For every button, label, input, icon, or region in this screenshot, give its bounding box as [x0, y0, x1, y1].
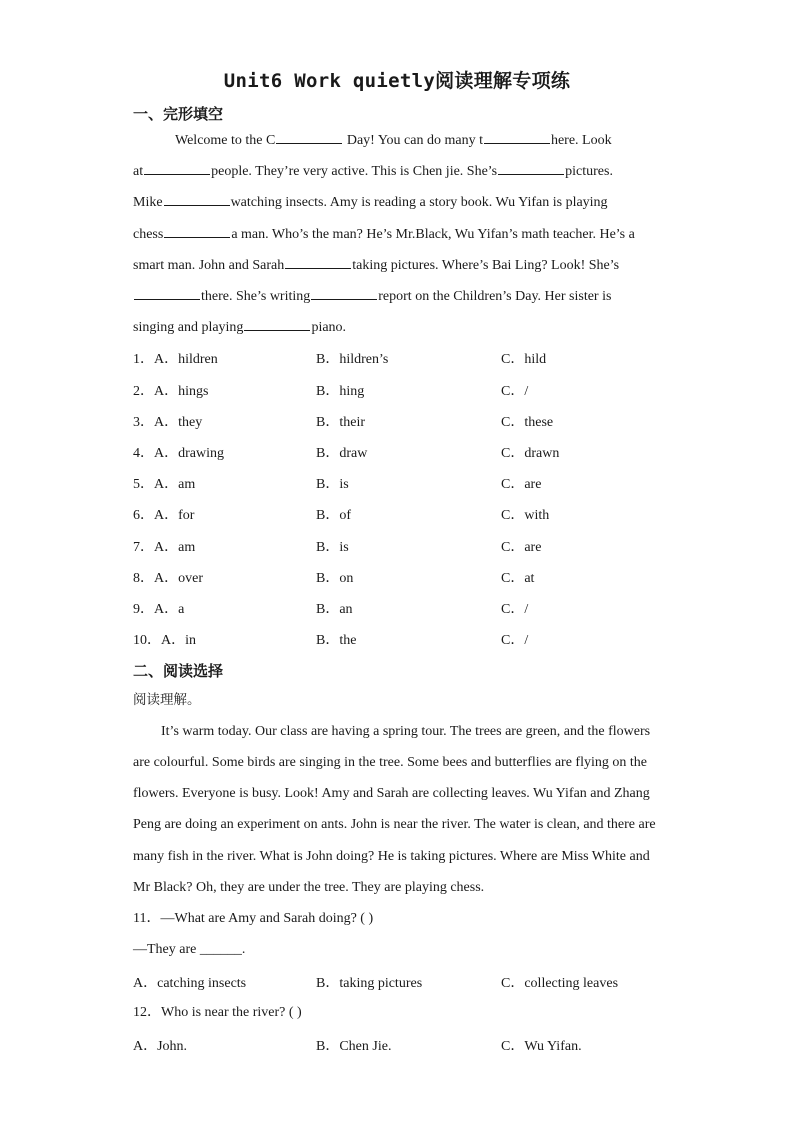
blank-2	[484, 130, 550, 144]
cloze-line-1	[175, 130, 612, 150]
option-a[interactable]: 6．A．for	[133, 508, 195, 523]
option-row-6	[133, 504, 693, 522]
option-b[interactable]: B．taking pictures	[316, 976, 423, 991]
cloze-text: singing and playing	[133, 320, 244, 335]
cloze-text: there. She’s writing	[201, 289, 311, 304]
option-a[interactable]: 4．A．drawing	[133, 446, 224, 461]
option-a[interactable]: A．John.	[133, 1039, 188, 1054]
option-a[interactable]: 1．A．hildren	[133, 352, 218, 367]
cloze-text: Mike	[133, 195, 163, 210]
blank-10	[244, 317, 310, 331]
option-a[interactable]: 10．A．in	[133, 633, 196, 648]
option-row-8	[133, 567, 693, 585]
option-b[interactable]: B．an	[316, 602, 353, 617]
blank-3	[144, 161, 210, 175]
blank-6	[164, 224, 230, 238]
option-row-9	[133, 598, 693, 616]
option-a[interactable]: A．catching insects	[133, 976, 247, 991]
cloze-text: piano.	[311, 320, 347, 335]
option-row-1	[133, 348, 693, 366]
option-b[interactable]: B．of	[316, 508, 351, 523]
reading-passage-line-6: Mr Black? Oh, they are under the tree. They are playing chess.	[133, 880, 485, 895]
option-row-7	[133, 536, 693, 554]
blank-8	[134, 286, 200, 300]
option-row-2	[133, 380, 693, 398]
cloze-text: smart man. John and Sarah	[133, 258, 285, 273]
option-c[interactable]: C．are	[501, 477, 542, 492]
reading-passage-line-1: It’s warm today. Our class are having a spring tour. The trees are green, and the flowers	[161, 724, 651, 739]
option-c[interactable]: C．hild	[501, 352, 547, 367]
option-b[interactable]: B．Chen Jie.	[316, 1039, 392, 1054]
question-11-options	[133, 972, 693, 990]
blank-7	[285, 255, 351, 269]
option-c[interactable]: C．/	[501, 633, 529, 648]
reading-intro: 阅读理解。	[133, 692, 201, 708]
option-a[interactable]: 7．A．am	[133, 540, 196, 555]
option-c[interactable]: C．/	[501, 602, 529, 617]
question-12-options	[133, 1035, 693, 1053]
section-heading-reading: 二、阅读选择	[133, 662, 224, 680]
option-b[interactable]: B．hildren’s	[316, 352, 389, 367]
cloze-line-7	[133, 317, 346, 337]
cloze-text: people. They’re very active. This is Chen jie. She’s	[211, 164, 498, 179]
blank-4	[498, 161, 564, 175]
option-b[interactable]: B．draw	[316, 446, 368, 461]
option-row-4	[133, 442, 693, 460]
option-b[interactable]: B．is	[316, 477, 349, 492]
cloze-line-5	[133, 255, 619, 275]
cloze-text: chess	[133, 227, 164, 242]
option-b[interactable]: B．is	[316, 540, 349, 555]
cloze-line-2	[133, 161, 613, 181]
option-c[interactable]: C．/	[501, 384, 529, 399]
option-a[interactable]: 3．A．they	[133, 415, 203, 430]
option-c[interactable]: C．Wu Yifan.	[501, 1039, 582, 1054]
option-c[interactable]: C．at	[501, 571, 535, 586]
blank-5	[164, 192, 230, 206]
blank-9	[311, 286, 377, 300]
question-12: 12．Who is near the river? ( )	[133, 1005, 302, 1020]
option-row-3	[133, 411, 693, 429]
option-c[interactable]: C．are	[501, 540, 542, 555]
cloze-text: watching insects. Amy is reading a story book. Wu Yifan is playing	[230, 195, 608, 210]
cloze-text: Welcome to the C	[175, 133, 276, 148]
option-c[interactable]: C．with	[501, 508, 550, 523]
option-c[interactable]: C．collecting leaves	[501, 976, 619, 991]
reading-passage-line-4: Peng are doing an experiment on ants. John is near the river. The water is clean, and there are	[133, 817, 656, 832]
cloze-line-3	[133, 192, 608, 212]
question-11: 11．—What are Amy and Sarah doing? ( )	[133, 911, 374, 926]
cloze-text: Day! You can do many t	[343, 133, 483, 148]
cloze-line-6	[133, 286, 611, 306]
option-a[interactable]: 5．A．am	[133, 477, 196, 492]
page-title: Unit6 Work quietly阅读理解专项练	[223, 70, 571, 92]
option-a[interactable]: 9．A．a	[133, 602, 185, 617]
option-b[interactable]: B．hing	[316, 384, 365, 399]
cloze-text: at	[133, 164, 144, 179]
cloze-text: a man. Who’s the man? He’s Mr.Black, Wu Yifan’s math teacher. He’s a	[231, 227, 635, 242]
cloze-text: pictures.	[565, 164, 613, 179]
option-row-5	[133, 473, 693, 491]
reading-passage-line-2: are colourful. Some birds are singing in the tree. Some bees and butterflies are flying on the	[133, 755, 647, 770]
section-heading-cloze: 一、完形填空	[133, 105, 224, 123]
option-b[interactable]: B．on	[316, 571, 354, 586]
cloze-text: taking pictures. Where’s Bai Ling? Look! She’s	[352, 258, 620, 273]
option-a[interactable]: 2．A．hings	[133, 384, 209, 399]
question-11-answer-line: —They are ______.	[133, 942, 246, 957]
option-a[interactable]: 8．A．over	[133, 571, 203, 586]
option-c[interactable]: C．drawn	[501, 446, 560, 461]
cloze-text: report on the Children’s Day. Her sister is	[378, 289, 612, 304]
cloze-line-4	[133, 224, 635, 244]
blank-1	[276, 130, 342, 144]
option-b[interactable]: B．their	[316, 415, 365, 430]
reading-passage-line-5: many fish in the river. What is John doing? He is taking pictures. Where are Miss White and	[133, 849, 650, 864]
option-b[interactable]: B．the	[316, 633, 357, 648]
cloze-text: here. Look	[550, 133, 612, 148]
option-row-10	[133, 629, 693, 647]
reading-passage-line-3: flowers. Everyone is busy. Look! Amy and Sarah are collecting leaves. Wu Yifan and Zhang	[133, 786, 650, 801]
option-c[interactable]: C．these	[501, 415, 554, 430]
